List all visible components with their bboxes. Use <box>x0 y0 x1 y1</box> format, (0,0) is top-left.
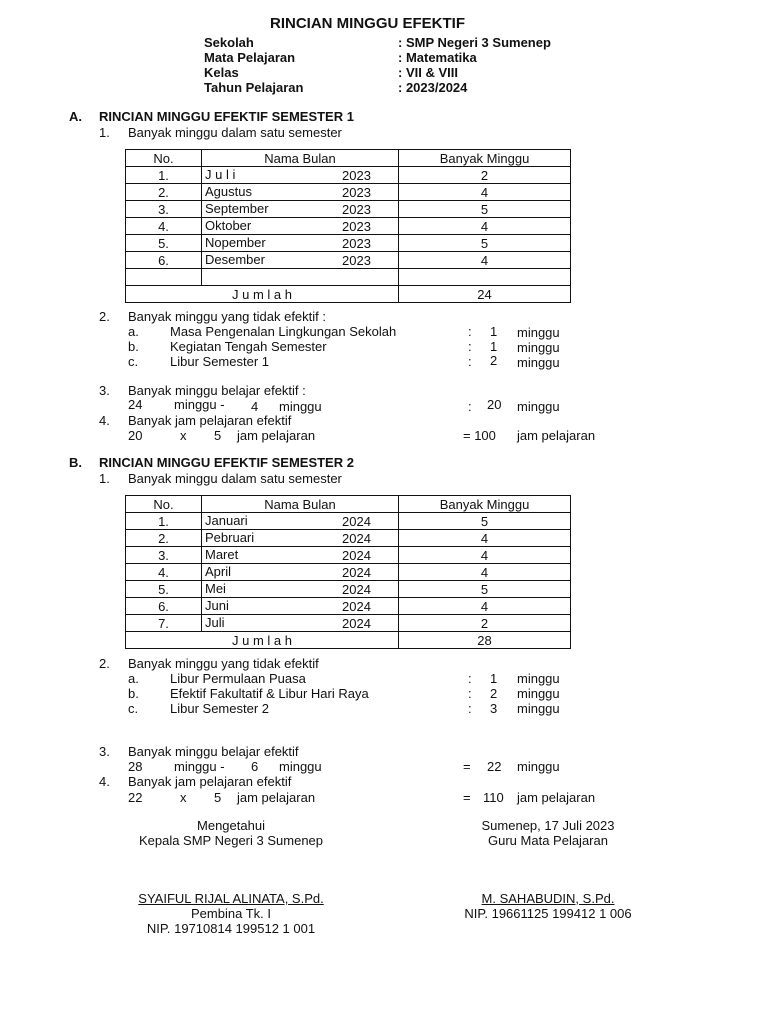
cell-bulan: Januari <box>205 513 248 528</box>
table-row <box>126 615 571 632</box>
calc-unit-b: jam pelajaran <box>237 790 316 805</box>
col-header-bulan: Nama Bulan <box>202 150 399 167</box>
sig-right-line1: Sumenep, 17 Juli 2023 <box>481 818 615 833</box>
sem1-item4-text: Banyak jam pelajaran efektif <box>128 413 292 428</box>
calc-eq: = <box>463 790 471 805</box>
table-row <box>126 184 571 201</box>
cell-minggu: 4 <box>399 530 571 547</box>
list-item-value: 1 <box>490 671 498 686</box>
sem1-item2-text: Banyak minggu yang tidak efektif : <box>128 309 327 324</box>
table-header-row <box>126 150 571 167</box>
page-title: RINCIAN MINGGU EFEKTIF <box>270 15 465 32</box>
cell-tahun: 2023 <box>342 168 371 183</box>
table-row <box>126 201 571 218</box>
list-item-colon: : <box>468 686 472 701</box>
info-label-sekolah: Sekolah <box>204 35 254 50</box>
list-item-text: Libur Semester 2 <box>170 701 269 716</box>
list-item-letter: a. <box>128 671 139 686</box>
cell-no: 6. <box>126 598 202 615</box>
section-a-heading: RINCIAN MINGGU EFEKTIF SEMESTER 1 <box>99 109 354 124</box>
calc-b: 5 <box>214 790 222 805</box>
calc-a: 28 <box>128 759 143 774</box>
col-header-no: No. <box>126 150 202 167</box>
list-item-unit: minggu <box>517 340 560 355</box>
cell-bulan: Maret <box>205 547 239 562</box>
sig-left-line2: Kepala SMP Negeri 3 Sumenep <box>138 833 324 848</box>
table-row <box>126 218 571 235</box>
calc-unit-b: minggu <box>279 399 322 414</box>
cell-tahun: 2023 <box>342 253 371 268</box>
table-row <box>126 235 571 252</box>
sig-left-rank: Pembina Tk. I <box>191 906 271 921</box>
list-item-value: 2 <box>490 353 498 368</box>
list-item-colon: : <box>468 324 472 339</box>
cell-bulan: Pebruari <box>205 530 255 545</box>
info-value-kelas: : VII & VIII <box>398 65 458 80</box>
cell-tahun: 2023 <box>342 219 371 234</box>
cell-tahun: 2024 <box>342 599 371 614</box>
calc-colon: : <box>468 399 472 414</box>
cell-minggu: 2 <box>399 615 571 632</box>
list-item-value: 1 <box>490 324 498 339</box>
info-label-kelas: Kelas <box>204 65 239 80</box>
sig-right-line2: Guru Mata Pelajaran <box>488 833 608 848</box>
list-item-letter: c. <box>128 701 139 716</box>
cell-no: 6. <box>126 252 202 269</box>
sem2-table <box>125 495 571 649</box>
calc-op: x <box>180 428 187 443</box>
calc-unit: jam pelajaran <box>517 790 596 805</box>
calc-a: 24 <box>128 397 143 412</box>
cell-bulan: September <box>205 201 269 216</box>
cell-minggu: 2 <box>399 167 571 184</box>
cell-no: 1. <box>126 513 202 530</box>
info-label-tahun: Tahun Pelajaran <box>204 80 304 95</box>
calc-result: 22 <box>487 759 502 774</box>
list-item-value: 1 <box>490 339 498 354</box>
cell-tahun: 2024 <box>342 582 371 597</box>
cell-tahun: 2023 <box>342 202 371 217</box>
col-header-minggu: Banyak Minggu <box>399 150 571 167</box>
table-row <box>126 530 571 547</box>
calc-a: 20 <box>128 428 143 443</box>
cell-bulan: J u l i <box>205 167 236 182</box>
cell-no: 1. <box>126 167 202 184</box>
sig-right-name-text: M. SAHABUDIN, S.Pd. <box>481 891 615 906</box>
calc-b: 6 <box>251 759 259 774</box>
table-row <box>126 547 571 564</box>
cell-minggu: 5 <box>399 235 571 252</box>
sem2-item4-num: 4. <box>99 774 110 789</box>
cell-bulan: April <box>205 564 232 579</box>
total-label: J u m l a h <box>126 632 399 649</box>
info-value-sekolah: : SMP Negeri 3 Sumenep <box>398 35 551 50</box>
list-item-text: Efektif Fakultatif & Libur Hari Raya <box>170 686 369 701</box>
sem1-item1-text: Banyak minggu dalam satu semester <box>128 125 342 140</box>
list-item-colon: : <box>468 354 472 369</box>
list-item-letter: c. <box>128 354 139 369</box>
cell-bulan: Juni <box>205 598 229 613</box>
calc-b: 4 <box>251 399 259 414</box>
list-item-text: Masa Pengenalan Lingkungan Sekolah <box>170 324 397 339</box>
list-item-unit: minggu <box>517 701 560 716</box>
sem1-item3-num: 3. <box>99 383 110 398</box>
cell-minggu: 4 <box>399 218 571 235</box>
section-b-heading: RINCIAN MINGGU EFEKTIF SEMESTER 2 <box>99 455 354 470</box>
sig-left-name-text: SYAIFUL RIJAL ALINATA, S.Pd. <box>138 891 324 906</box>
cell-no: 7. <box>126 615 202 632</box>
sem2-item1-num: 1. <box>99 471 110 486</box>
table-total-row <box>126 632 571 649</box>
sem2-item4-text: Banyak jam pelajaran efektif <box>128 774 292 789</box>
table-row <box>126 167 571 184</box>
table-empty-row <box>126 269 571 286</box>
section-b-letter: B. <box>69 455 82 470</box>
cell-minggu: 5 <box>399 581 571 598</box>
table-row <box>126 598 571 615</box>
sig-right-name <box>428 892 668 905</box>
cell-no: 2. <box>126 530 202 547</box>
cell-no: 5. <box>126 581 202 598</box>
calc-unit-b: minggu <box>279 759 322 774</box>
cell-no: 2. <box>126 184 202 201</box>
calc-a: 22 <box>128 790 143 805</box>
cell-tahun: 2024 <box>342 548 371 563</box>
cell-minggu: 4 <box>399 252 571 269</box>
sem1-item4-num: 4. <box>99 413 110 428</box>
calc-result: 110 <box>483 790 504 805</box>
list-item-value: 2 <box>490 686 498 701</box>
list-item-letter: b. <box>128 339 139 354</box>
calc-unit: minggu <box>517 759 560 774</box>
cell-tahun: 2023 <box>342 185 371 200</box>
calc-op: minggu - <box>174 759 225 774</box>
list-item-colon: : <box>468 339 472 354</box>
list-item-unit: minggu <box>517 325 560 340</box>
table-row <box>126 564 571 581</box>
cell-minggu: 4 <box>399 598 571 615</box>
cell-minggu: 5 <box>399 201 571 218</box>
table-row <box>126 513 571 530</box>
table-header-row <box>126 496 571 513</box>
sem2-item3-num: 3. <box>99 744 110 759</box>
list-item-letter: a. <box>128 324 139 339</box>
cell-minggu: 4 <box>399 564 571 581</box>
cell-minggu: 4 <box>399 547 571 564</box>
list-item-letter: b. <box>128 686 139 701</box>
list-item-value: 3 <box>490 701 498 716</box>
cell-minggu: 5 <box>399 513 571 530</box>
cell-no: 3. <box>126 547 202 564</box>
table-total-row <box>126 286 571 303</box>
cell-no: 5. <box>126 235 202 252</box>
cell-bulan: Mei <box>205 581 226 596</box>
sem2-item2-num: 2. <box>99 656 110 671</box>
list-item-text: Libur Semester 1 <box>170 354 269 369</box>
cell-tahun: 2023 <box>342 236 371 251</box>
calc-eq: = <box>463 759 471 774</box>
section-a-letter: A. <box>69 109 82 124</box>
sem1-item1-num: 1. <box>99 125 110 140</box>
calc-unit: jam pelajaran <box>517 428 596 443</box>
calc-b: 5 <box>214 428 222 443</box>
sig-left-nip: NIP. 19710814 199512 1 001 <box>146 921 316 936</box>
calc-op: minggu - <box>174 397 225 412</box>
list-item-unit: minggu <box>517 686 560 701</box>
sem1-table <box>125 149 571 303</box>
cell-bulan: Desember <box>205 252 265 267</box>
list-item-text: Libur Permulaan Puasa <box>170 671 306 686</box>
sig-left-name <box>110 892 352 905</box>
table-row <box>126 252 571 269</box>
cell-bulan: Juli <box>205 615 225 630</box>
sem2-item1-text: Banyak minggu dalam satu semester <box>128 471 342 486</box>
sem1-item3-text: Banyak minggu belajar efektif : <box>128 383 306 398</box>
total-label: J u m l a h <box>126 286 399 303</box>
sem2-item2-text: Banyak minggu yang tidak efektif <box>128 656 319 671</box>
list-item-unit: minggu <box>517 671 560 686</box>
calc-unit-b: jam pelajaran <box>237 428 316 443</box>
sig-right-nip: NIP. 19661125 199412 1 006 <box>464 906 632 921</box>
calc-eq: = 100 <box>463 428 496 443</box>
total-value: 28 <box>399 632 571 649</box>
cell-minggu: 4 <box>399 184 571 201</box>
cell-bulan: Agustus <box>205 184 252 199</box>
list-item-unit: minggu <box>517 355 560 370</box>
list-item-colon: : <box>468 701 472 716</box>
sig-left-line1: Mengetahui <box>197 818 265 833</box>
cell-bulan: Nopember <box>205 235 266 250</box>
info-value-tahun: : 2023/2024 <box>398 80 468 95</box>
info-label-mapel: Mata Pelajaran <box>204 50 296 65</box>
cell-tahun: 2024 <box>342 531 371 546</box>
cell-no: 4. <box>126 564 202 581</box>
cell-no: 4. <box>126 218 202 235</box>
cell-bulan: Oktober <box>205 218 252 233</box>
table-row <box>126 581 571 598</box>
total-value: 24 <box>399 286 571 303</box>
col-header-bulan: Nama Bulan <box>202 496 399 513</box>
cell-tahun: 2024 <box>342 514 371 529</box>
calc-result: 20 <box>487 397 502 412</box>
sem1-item2-num: 2. <box>99 309 110 324</box>
cell-no: 3. <box>126 201 202 218</box>
list-item-colon: : <box>468 671 472 686</box>
list-item-text: Kegiatan Tengah Semester <box>170 339 327 354</box>
calc-op: x <box>180 790 187 805</box>
cell-tahun: 2024 <box>342 616 371 631</box>
calc-unit: minggu <box>517 399 560 414</box>
col-header-no: No. <box>126 496 202 513</box>
cell-tahun: 2024 <box>342 565 371 580</box>
sem2-item3-text: Banyak minggu belajar efektif <box>128 744 299 759</box>
info-value-mapel: : Matematika <box>398 50 477 65</box>
col-header-minggu: Banyak Minggu <box>399 496 571 513</box>
